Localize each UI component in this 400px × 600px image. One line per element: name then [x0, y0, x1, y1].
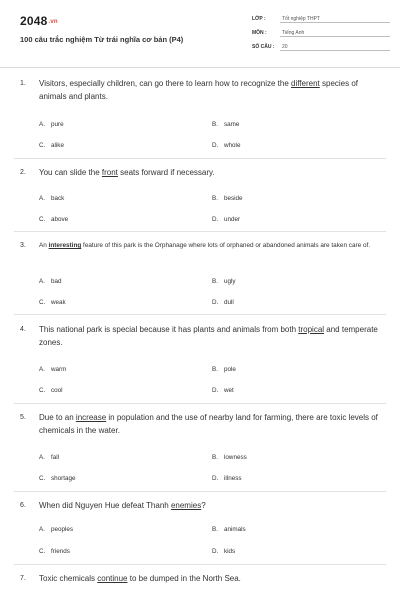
option-letter: B.	[212, 121, 218, 128]
document-title: 100 câu trắc nghiệm Từ trái nghĩa cơ bản (P4)	[20, 35, 184, 44]
meta-subject-label: MÔN :	[252, 30, 267, 36]
question-divider	[14, 231, 386, 232]
question-text-part: ?	[201, 501, 206, 510]
site-logo[interactable]	[20, 14, 58, 28]
option-c[interactable]	[39, 299, 66, 306]
option-text: bad	[51, 278, 62, 285]
option-d[interactable]	[212, 142, 240, 149]
option-text: fall	[51, 454, 60, 461]
option-d[interactable]	[212, 475, 242, 482]
option-text: back	[51, 195, 65, 202]
question-text	[39, 78, 379, 103]
question-number: 7.	[20, 575, 26, 582]
underlined-word: different	[291, 79, 320, 88]
option-letter: A.	[39, 526, 45, 533]
question-text-part: This national park is special because it has plants and animals from both	[39, 325, 299, 334]
question-text	[39, 412, 379, 437]
option-text: warm	[51, 366, 67, 373]
option-text: dull	[224, 299, 234, 306]
underlined-word: tropical	[298, 325, 325, 334]
option-text: same	[224, 121, 240, 128]
meta-count-label: SỐ CÂU :	[252, 44, 275, 50]
question-text-part: in population and the use of nearby land for farming, there are toxic levels of chemicals in the water.	[39, 413, 378, 435]
question-text	[39, 167, 379, 180]
option-d[interactable]	[212, 216, 240, 223]
option-d[interactable]	[212, 299, 234, 306]
option-c[interactable]	[39, 548, 70, 555]
question-divider	[14, 314, 386, 315]
question-divider	[14, 158, 386, 159]
option-letter: A.	[39, 366, 45, 373]
option-text: peoples	[51, 526, 74, 533]
option-b[interactable]	[212, 366, 236, 373]
option-text: pure	[51, 121, 64, 128]
underlined-word: interesting	[48, 242, 82, 249]
option-c[interactable]	[39, 475, 76, 482]
meta-subject-value: Tiếng Anh	[280, 30, 390, 37]
option-text: cool	[51, 387, 63, 394]
question-number: 1.	[20, 80, 26, 87]
meta-subject	[252, 30, 390, 37]
logo-suffix: .vn	[48, 18, 58, 25]
question-number: 4.	[20, 326, 26, 333]
option-c[interactable]	[39, 216, 68, 223]
option-a[interactable]	[39, 121, 64, 128]
option-d[interactable]	[212, 387, 234, 394]
meta-count-value: 20	[280, 44, 390, 51]
option-letter: D.	[212, 387, 219, 394]
option-text: wet	[224, 387, 234, 394]
option-letter: C.	[39, 142, 46, 149]
underlined-word: front	[101, 168, 118, 177]
option-text: animals	[224, 526, 246, 533]
question-text-part: and temperate zones.	[39, 325, 378, 347]
question-text-part: Toxic chemicals	[39, 574, 98, 583]
option-text: weak	[51, 299, 66, 306]
logo-text: 2048	[20, 14, 48, 28]
underlined-word: enemies	[170, 501, 202, 510]
question-text	[39, 500, 379, 513]
option-letter: C.	[39, 475, 46, 482]
option-text: friends	[51, 548, 70, 555]
option-c[interactable]	[39, 142, 64, 149]
option-letter: B.	[212, 366, 218, 373]
option-letter: D.	[212, 548, 219, 555]
question-number: 6.	[20, 502, 26, 509]
worksheet-header	[0, 0, 400, 68]
question-divider	[14, 491, 386, 492]
question-text	[39, 324, 379, 349]
option-letter: D.	[212, 142, 219, 149]
option-letter: B.	[212, 526, 218, 533]
option-b[interactable]	[212, 526, 246, 533]
question-text-part: seats forward if necessary.	[117, 168, 215, 177]
question-text-part: When did Nguyen Hue defeat Thanh	[39, 501, 171, 510]
option-text: illness	[224, 475, 242, 482]
question-text-part: feature of this park is the Orphanage where lots of orphaned or abandoned animals are taken care of.	[81, 242, 371, 249]
question-divider	[14, 403, 386, 404]
question-text	[39, 573, 379, 586]
question-number: 3.	[20, 242, 26, 249]
option-text: kids	[224, 548, 236, 555]
question-divider	[14, 564, 386, 565]
option-letter: A.	[39, 121, 45, 128]
meta-grade-label: LỚP :	[252, 16, 266, 22]
option-text: whole	[224, 142, 241, 149]
underlined-word: continue	[97, 574, 128, 583]
option-a[interactable]	[39, 278, 62, 285]
option-letter: C.	[39, 216, 46, 223]
option-letter: B.	[212, 454, 218, 461]
option-letter: D.	[212, 299, 219, 306]
option-letter: C.	[39, 548, 46, 555]
option-c[interactable]	[39, 387, 63, 394]
question-text-part: Visitors, especially children, can go there to learn how to recognize the	[39, 79, 291, 88]
option-a[interactable]	[39, 454, 59, 461]
option-text: lowness	[224, 454, 247, 461]
question-text-part: Due to an	[39, 413, 76, 422]
meta-question-count	[252, 44, 390, 51]
underlined-word: increase	[75, 413, 107, 422]
option-letter: A.	[39, 454, 45, 461]
option-letter: A.	[39, 278, 45, 285]
option-text: under	[224, 216, 241, 223]
question-text-part: You can slide the	[39, 168, 102, 177]
option-a[interactable]	[39, 366, 66, 373]
question-text-part: An	[39, 242, 49, 249]
option-d[interactable]	[212, 548, 235, 555]
question-text	[39, 241, 379, 252]
meta-grade	[252, 16, 390, 23]
option-b[interactable]	[212, 195, 243, 202]
option-text: beside	[224, 195, 243, 202]
meta-grade-value: Tốt nghiệp THPT	[280, 16, 390, 23]
option-text: ugly	[224, 278, 236, 285]
option-letter: C.	[39, 387, 46, 394]
option-letter: D.	[212, 216, 219, 223]
option-letter: C.	[39, 299, 46, 306]
option-a[interactable]	[39, 195, 64, 202]
option-a[interactable]	[39, 526, 73, 533]
question-text-part: to be dumped in the North Sea.	[127, 574, 241, 583]
option-text: above	[51, 216, 69, 223]
question-text-part: species of animals and plants.	[39, 79, 359, 101]
question-number: 5.	[20, 414, 26, 421]
option-b[interactable]	[212, 121, 239, 128]
option-text: alike	[51, 142, 64, 149]
option-letter: A.	[39, 195, 45, 202]
option-b[interactable]	[212, 454, 247, 461]
option-text: pole	[224, 366, 236, 373]
option-text: shortage	[51, 475, 76, 482]
option-letter: B.	[212, 195, 218, 202]
option-letter: D.	[212, 475, 219, 482]
question-number: 2.	[20, 169, 26, 176]
option-letter: B.	[212, 278, 218, 285]
option-b[interactable]	[212, 278, 236, 285]
